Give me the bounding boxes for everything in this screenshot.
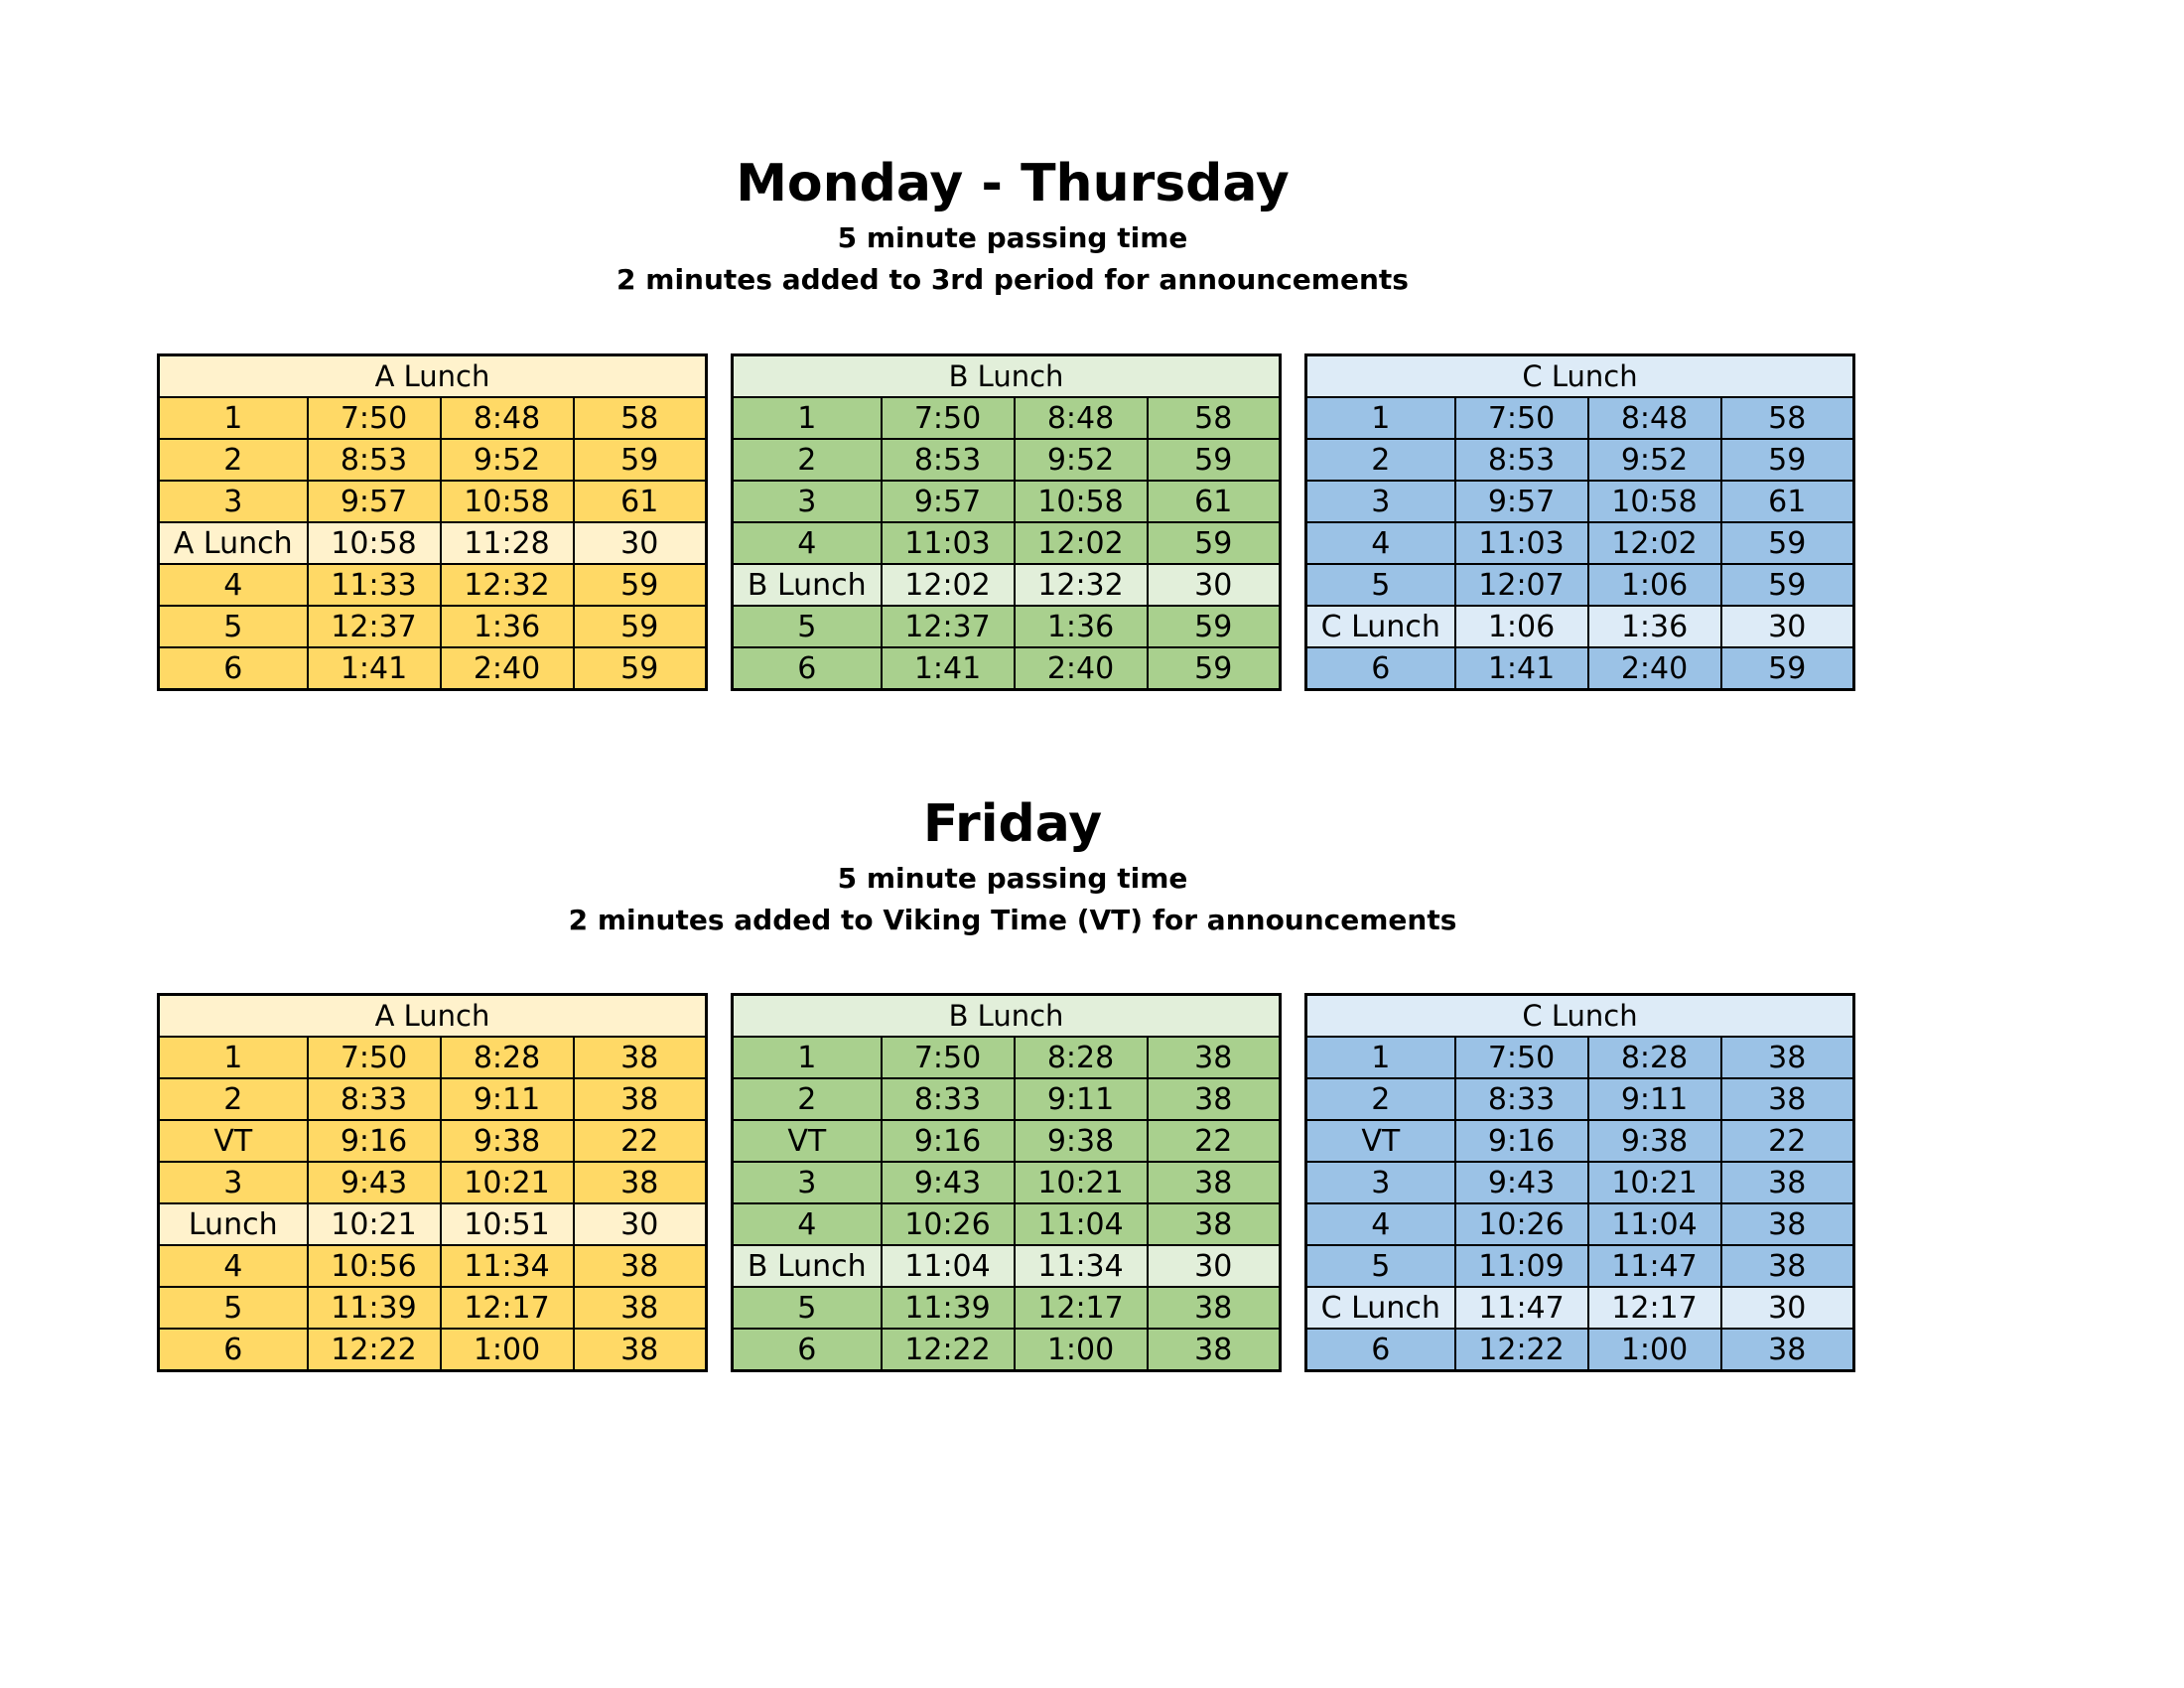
end-time-cell: 2:40	[1015, 647, 1148, 690]
section-title: Friday	[922, 794, 1103, 854]
period-cell: B Lunch	[733, 564, 882, 606]
start-time-cell: 11:47	[1455, 1287, 1588, 1329]
table-row	[1306, 1245, 1854, 1287]
minutes-cell: 38	[574, 1329, 707, 1371]
table-row	[159, 564, 707, 606]
start-time-cell: 11:09	[1455, 1245, 1588, 1287]
table-row	[733, 1037, 1281, 1078]
period-cell: 1	[159, 1037, 308, 1078]
minutes-cell: 59	[1721, 647, 1854, 690]
start-time-cell: 9:16	[308, 1120, 441, 1162]
schedule-table-c-lunch	[1304, 993, 1855, 1372]
period-cell: 1	[733, 1037, 882, 1078]
period-cell: 3	[1306, 1162, 1455, 1203]
start-time-cell: 12:22	[1455, 1329, 1588, 1371]
start-time-cell: 7:50	[308, 1037, 441, 1078]
table-row	[733, 1287, 1281, 1329]
minutes-cell: 38	[1721, 1329, 1854, 1371]
start-time-cell: 8:33	[882, 1078, 1015, 1120]
period-cell: 5	[733, 606, 882, 647]
table-row	[159, 1037, 707, 1078]
period-cell: 2	[1306, 1078, 1455, 1120]
period-cell: VT	[1306, 1120, 1455, 1162]
minutes-cell: 58	[1148, 397, 1281, 439]
period-cell: A Lunch	[159, 522, 308, 564]
minutes-cell: 30	[1721, 606, 1854, 647]
section-title: Monday - Thursday	[736, 154, 1290, 213]
table-header-row	[733, 355, 1281, 398]
end-time-cell: 1:00	[441, 1329, 574, 1371]
minutes-cell: 38	[574, 1245, 707, 1287]
end-time-cell: 1:06	[1588, 564, 1721, 606]
end-time-cell: 1:36	[441, 606, 574, 647]
table-header: B Lunch	[733, 355, 1281, 398]
end-time-cell: 9:38	[1015, 1120, 1148, 1162]
table-row	[733, 647, 1281, 690]
period-cell: 4	[1306, 522, 1455, 564]
end-time-cell: 9:11	[441, 1078, 574, 1120]
period-cell: 6	[159, 647, 308, 690]
end-time-cell: 10:21	[441, 1162, 574, 1203]
minutes-cell: 38	[1148, 1078, 1281, 1120]
minutes-cell: 38	[1721, 1203, 1854, 1245]
start-time-cell: 1:41	[882, 647, 1015, 690]
table-row	[733, 1329, 1281, 1371]
end-time-cell: 12:02	[1015, 522, 1148, 564]
end-time-cell: 9:38	[1588, 1120, 1721, 1162]
table-row	[159, 606, 707, 647]
minutes-cell: 38	[1721, 1037, 1854, 1078]
start-time-cell: 12:22	[882, 1329, 1015, 1371]
minutes-cell: 30	[574, 522, 707, 564]
period-cell: 1	[159, 397, 308, 439]
section-header-friday	[0, 794, 2025, 941]
period-cell: 2	[733, 439, 882, 481]
period-cell: 4	[733, 1203, 882, 1245]
table-row	[733, 397, 1281, 439]
table-row	[1306, 564, 1854, 606]
table-row	[1306, 1120, 1854, 1162]
period-cell: 3	[159, 1162, 308, 1203]
schedule-table-b-lunch	[731, 353, 1282, 691]
end-time-cell: 8:48	[1588, 397, 1721, 439]
minutes-cell: 38	[1148, 1162, 1281, 1203]
end-time-cell: 1:36	[1588, 606, 1721, 647]
table-header: A Lunch	[159, 355, 707, 398]
end-time-cell: 1:36	[1015, 606, 1148, 647]
start-time-cell: 11:04	[882, 1245, 1015, 1287]
lunch-row	[1306, 606, 1854, 647]
start-time-cell: 8:53	[1455, 439, 1588, 481]
start-time-cell: 9:57	[882, 481, 1015, 522]
period-cell: 1	[733, 397, 882, 439]
table-row	[159, 1329, 707, 1371]
period-cell: C Lunch	[1306, 1287, 1455, 1329]
table-row	[159, 1120, 707, 1162]
schedule-table-a-lunch	[157, 353, 708, 691]
start-time-cell: 11:03	[882, 522, 1015, 564]
period-cell: VT	[733, 1120, 882, 1162]
table-row	[1306, 1078, 1854, 1120]
period-cell: 4	[159, 564, 308, 606]
end-time-cell: 12:17	[1015, 1287, 1148, 1329]
start-time-cell: 8:33	[308, 1078, 441, 1120]
start-time-cell: 1:41	[1455, 647, 1588, 690]
end-time-cell: 9:52	[441, 439, 574, 481]
period-cell: 4	[733, 522, 882, 564]
lunch-row	[159, 522, 707, 564]
minutes-cell: 59	[1148, 606, 1281, 647]
schedule-table-a-lunch	[157, 993, 708, 1372]
end-time-cell: 10:58	[441, 481, 574, 522]
minutes-cell: 38	[1148, 1287, 1281, 1329]
start-time-cell: 7:50	[1455, 397, 1588, 439]
end-time-cell: 9:38	[441, 1120, 574, 1162]
table-row	[1306, 522, 1854, 564]
table-row	[733, 1078, 1281, 1120]
lunch-row	[733, 564, 1281, 606]
start-time-cell: 12:02	[882, 564, 1015, 606]
end-time-cell: 9:11	[1015, 1078, 1148, 1120]
minutes-cell: 38	[1721, 1162, 1854, 1203]
end-time-cell: 12:32	[441, 564, 574, 606]
table-header: C Lunch	[1306, 355, 1854, 398]
table-row	[733, 606, 1281, 647]
table-row	[733, 1203, 1281, 1245]
end-time-cell: 11:04	[1015, 1203, 1148, 1245]
start-time-cell: 11:03	[1455, 522, 1588, 564]
table-header-row	[1306, 995, 1854, 1038]
minutes-cell: 30	[1148, 564, 1281, 606]
end-time-cell: 1:00	[1015, 1329, 1148, 1371]
schedule-table-c-lunch	[1304, 353, 1855, 691]
end-time-cell: 12:32	[1015, 564, 1148, 606]
start-time-cell: 9:57	[1455, 481, 1588, 522]
minutes-cell: 22	[574, 1120, 707, 1162]
start-time-cell: 10:56	[308, 1245, 441, 1287]
period-cell: VT	[159, 1120, 308, 1162]
minutes-cell: 61	[1148, 481, 1281, 522]
minutes-cell: 58	[1721, 397, 1854, 439]
end-time-cell: 9:52	[1015, 439, 1148, 481]
table-row	[159, 397, 707, 439]
minutes-cell: 59	[574, 647, 707, 690]
end-time-cell: 8:28	[1588, 1037, 1721, 1078]
table-header: C Lunch	[1306, 995, 1854, 1038]
minutes-cell: 38	[574, 1037, 707, 1078]
lunch-row	[733, 1245, 1281, 1287]
end-time-cell: 8:48	[441, 397, 574, 439]
minutes-cell: 38	[574, 1162, 707, 1203]
section-subtitle: 5 minute passing time	[837, 221, 1188, 254]
period-cell: 3	[733, 481, 882, 522]
end-time-cell: 12:17	[1588, 1287, 1721, 1329]
end-time-cell: 8:28	[1015, 1037, 1148, 1078]
start-time-cell: 9:16	[1455, 1120, 1588, 1162]
table-row	[733, 1162, 1281, 1203]
end-time-cell: 12:17	[441, 1287, 574, 1329]
period-cell: 1	[1306, 397, 1455, 439]
start-time-cell: 8:53	[882, 439, 1015, 481]
end-time-cell: 11:04	[1588, 1203, 1721, 1245]
minutes-cell: 59	[1721, 439, 1854, 481]
period-cell: 3	[159, 481, 308, 522]
end-time-cell: 10:58	[1588, 481, 1721, 522]
start-time-cell: 12:07	[1455, 564, 1588, 606]
minutes-cell: 59	[1721, 522, 1854, 564]
start-time-cell: 1:06	[1455, 606, 1588, 647]
minutes-cell: 58	[574, 397, 707, 439]
period-cell: 1	[1306, 1037, 1455, 1078]
end-time-cell: 8:28	[441, 1037, 574, 1078]
period-cell: 6	[1306, 647, 1455, 690]
minutes-cell: 38	[1148, 1037, 1281, 1078]
table-row	[1306, 1329, 1854, 1371]
period-cell: 5	[159, 1287, 308, 1329]
start-time-cell: 12:37	[308, 606, 441, 647]
minutes-cell: 38	[1721, 1245, 1854, 1287]
table-row	[1306, 439, 1854, 481]
minutes-cell: 59	[1721, 564, 1854, 606]
table-row	[159, 1287, 707, 1329]
table-row	[159, 1162, 707, 1203]
start-time-cell: 12:22	[308, 1329, 441, 1371]
start-time-cell: 9:43	[1455, 1162, 1588, 1203]
end-time-cell: 2:40	[441, 647, 574, 690]
start-time-cell: 9:16	[882, 1120, 1015, 1162]
period-cell: 2	[159, 439, 308, 481]
end-time-cell: 9:52	[1588, 439, 1721, 481]
section-header-mon-thu	[0, 154, 2025, 301]
table-row	[159, 439, 707, 481]
period-cell: C Lunch	[1306, 606, 1455, 647]
period-cell: 6	[1306, 1329, 1455, 1371]
minutes-cell: 22	[1148, 1120, 1281, 1162]
period-cell: 2	[159, 1078, 308, 1120]
period-cell: 5	[1306, 564, 1455, 606]
table-header: A Lunch	[159, 995, 707, 1038]
start-time-cell: 8:53	[308, 439, 441, 481]
start-time-cell: 10:21	[308, 1203, 441, 1245]
schedule-table-b-lunch	[731, 993, 1282, 1372]
period-cell: 2	[1306, 439, 1455, 481]
table-row	[159, 1245, 707, 1287]
table-row	[1306, 647, 1854, 690]
period-cell: 4	[159, 1245, 308, 1287]
section-subtitle: 2 minutes added to 3rd period for announcements	[616, 263, 1409, 296]
start-time-cell: 7:50	[882, 397, 1015, 439]
table-row	[733, 481, 1281, 522]
minutes-cell: 59	[1148, 439, 1281, 481]
minutes-cell: 38	[1721, 1078, 1854, 1120]
period-cell: 4	[1306, 1203, 1455, 1245]
start-time-cell: 9:43	[882, 1162, 1015, 1203]
period-cell: 5	[1306, 1245, 1455, 1287]
table-header-row	[1306, 355, 1854, 398]
minutes-cell: 30	[574, 1203, 707, 1245]
minutes-cell: 38	[1148, 1329, 1281, 1371]
end-time-cell: 11:34	[1015, 1245, 1148, 1287]
start-time-cell: 10:58	[308, 522, 441, 564]
section-subtitle: 2 minutes added to Viking Time (VT) for announcements	[568, 904, 1457, 936]
period-cell: Lunch	[159, 1203, 308, 1245]
table-header-row	[159, 995, 707, 1038]
table-row	[1306, 1037, 1854, 1078]
minutes-cell: 30	[1721, 1287, 1854, 1329]
minutes-cell: 38	[574, 1287, 707, 1329]
period-cell: 3	[733, 1162, 882, 1203]
start-time-cell: 1:41	[308, 647, 441, 690]
end-time-cell: 11:34	[441, 1245, 574, 1287]
period-cell: 5	[159, 606, 308, 647]
start-time-cell: 9:43	[308, 1162, 441, 1203]
end-time-cell: 10:21	[1588, 1162, 1721, 1203]
table-row	[159, 1078, 707, 1120]
section-subtitle: 5 minute passing time	[837, 862, 1188, 895]
minutes-cell: 59	[1148, 522, 1281, 564]
end-time-cell: 9:11	[1588, 1078, 1721, 1120]
period-cell: 5	[733, 1287, 882, 1329]
minutes-cell: 61	[574, 481, 707, 522]
table-row	[733, 1120, 1281, 1162]
table-row	[159, 481, 707, 522]
period-cell: 6	[159, 1329, 308, 1371]
end-time-cell: 10:58	[1015, 481, 1148, 522]
table-row	[733, 439, 1281, 481]
period-cell: 6	[733, 647, 882, 690]
table-row	[1306, 481, 1854, 522]
table-header-row	[159, 355, 707, 398]
end-time-cell: 11:28	[441, 522, 574, 564]
table-row	[159, 647, 707, 690]
start-time-cell: 12:37	[882, 606, 1015, 647]
end-time-cell: 11:47	[1588, 1245, 1721, 1287]
table-row	[1306, 397, 1854, 439]
end-time-cell: 1:00	[1588, 1329, 1721, 1371]
end-time-cell: 8:48	[1015, 397, 1148, 439]
table-header-row	[733, 995, 1281, 1038]
start-time-cell: 10:26	[882, 1203, 1015, 1245]
minutes-cell: 38	[1148, 1203, 1281, 1245]
table-row	[1306, 1162, 1854, 1203]
start-time-cell: 11:39	[308, 1287, 441, 1329]
minutes-cell: 59	[574, 564, 707, 606]
minutes-cell: 59	[574, 439, 707, 481]
start-time-cell: 9:57	[308, 481, 441, 522]
table-row	[1306, 1203, 1854, 1245]
start-time-cell: 7:50	[308, 397, 441, 439]
period-cell: B Lunch	[733, 1245, 882, 1287]
start-time-cell: 11:39	[882, 1287, 1015, 1329]
end-time-cell: 10:51	[441, 1203, 574, 1245]
table-header: B Lunch	[733, 995, 1281, 1038]
end-time-cell: 2:40	[1588, 647, 1721, 690]
lunch-row	[159, 1203, 707, 1245]
minutes-cell: 59	[1148, 647, 1281, 690]
minutes-cell: 61	[1721, 481, 1854, 522]
table-row	[733, 522, 1281, 564]
minutes-cell: 30	[1148, 1245, 1281, 1287]
minutes-cell: 59	[574, 606, 707, 647]
minutes-cell: 22	[1721, 1120, 1854, 1162]
period-cell: 2	[733, 1078, 882, 1120]
start-time-cell: 7:50	[1455, 1037, 1588, 1078]
period-cell: 6	[733, 1329, 882, 1371]
minutes-cell: 38	[574, 1078, 707, 1120]
start-time-cell: 7:50	[882, 1037, 1015, 1078]
start-time-cell: 8:33	[1455, 1078, 1588, 1120]
period-cell: 3	[1306, 481, 1455, 522]
start-time-cell: 11:33	[308, 564, 441, 606]
lunch-row	[1306, 1287, 1854, 1329]
end-time-cell: 10:21	[1015, 1162, 1148, 1203]
start-time-cell: 10:26	[1455, 1203, 1588, 1245]
end-time-cell: 12:02	[1588, 522, 1721, 564]
